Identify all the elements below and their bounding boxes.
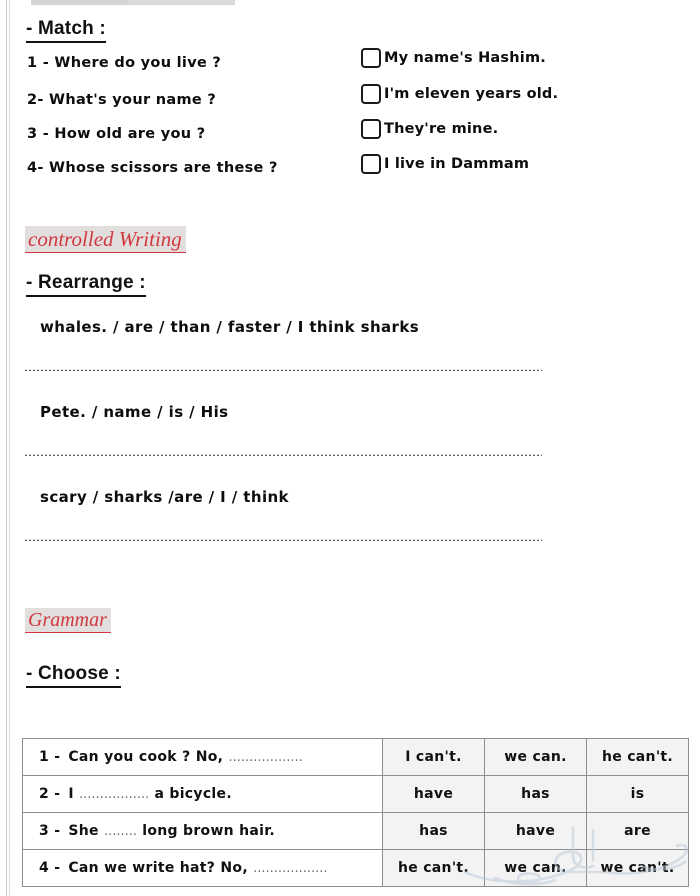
- match-option-row-2[interactable]: [361, 84, 558, 104]
- grammar-blank-4[interactable]: ..................: [253, 861, 328, 876]
- grammar-question-cell-3: [23, 813, 383, 850]
- rearrange-item-3: scary / sharks /are / I / think: [40, 488, 289, 506]
- grammar-choice-1-1[interactable]: I can't.: [383, 739, 485, 776]
- match-question-4: 4- Whose scissors are these ?: [27, 160, 278, 176]
- rearrange-answer-line-1[interactable]: [24, 368, 542, 371]
- table-row: [23, 850, 689, 887]
- rearrange-answer-line-3[interactable]: [24, 538, 542, 541]
- grammar-question-cell-4: [23, 850, 383, 887]
- match-checkbox-4[interactable]: [361, 154, 381, 174]
- grammar-choice-2-2[interactable]: has: [485, 776, 587, 813]
- grammar-blank-3[interactable]: ........: [103, 824, 138, 839]
- match-checkbox-1[interactable]: [361, 48, 381, 68]
- grammar-choice-4-2[interactable]: we can.: [485, 850, 587, 887]
- grammar-row-number-1: 1 -: [39, 749, 61, 765]
- choose-heading: [26, 663, 121, 688]
- grammar-choice-3-1[interactable]: has: [383, 813, 485, 850]
- rearrange-item-2: Pete. / name / is / His: [40, 403, 229, 421]
- match-question-3: 3 - How old are you ?: [27, 126, 206, 142]
- match-heading-text: - Match :: [26, 18, 106, 43]
- grammar-question-tail-3: long brown hair.: [142, 823, 276, 839]
- match-option-row-4[interactable]: [361, 154, 529, 174]
- grammar-question-text-4: Can we write hat? No,: [68, 860, 248, 876]
- table-row: [23, 776, 689, 813]
- match-section-heading: [26, 18, 106, 43]
- grammar-choice-2-1[interactable]: have: [383, 776, 485, 813]
- match-question-1: 1 - Where do you live ?: [27, 55, 222, 71]
- match-option-label-3: They're mine.: [384, 121, 499, 137]
- grammar-choice-2-3[interactable]: is: [587, 776, 689, 813]
- grammar-choice-4-1[interactable]: he can't.: [383, 850, 485, 887]
- match-option-label-4: I live in Dammam: [384, 156, 530, 172]
- grammar-choice-4-3[interactable]: we can't.: [587, 850, 689, 887]
- match-checkbox-2[interactable]: [361, 84, 381, 104]
- grammar-choice-3-2[interactable]: have: [485, 813, 587, 850]
- grammar-question-text-2: I: [68, 786, 74, 802]
- match-checkbox-3[interactable]: [361, 119, 381, 139]
- grammar-question-cell-2: [23, 776, 383, 813]
- grammar-row-number-2: 2 -: [39, 786, 61, 802]
- table-row: [23, 739, 689, 776]
- rearrange-answer-line-2[interactable]: [24, 453, 542, 456]
- controlled-writing-title: controlled Writing: [25, 226, 186, 253]
- grammar-blank-2[interactable]: .................: [79, 787, 150, 802]
- grammar-blank-1[interactable]: ..................: [228, 750, 303, 765]
- grammar-question-text-3: She: [68, 823, 99, 839]
- grammar-choice-1-2[interactable]: we can.: [485, 739, 587, 776]
- grammar-choice-1-3[interactable]: he can't.: [587, 739, 689, 776]
- grammar-question-text-1: Can you cook ? No,: [68, 749, 224, 765]
- grammar-row-number-3: 3 -: [39, 823, 61, 839]
- grammar-question-tail-2: a bicycle.: [154, 786, 232, 802]
- rearrange-item-1: whales. / are / than / faster / I think sharks: [40, 318, 420, 336]
- grammar-choice-table: [22, 738, 689, 887]
- grammar-question-cell-1: [23, 739, 383, 776]
- match-option-label-1: My name's Hashim.: [384, 50, 546, 66]
- grammar-row-number-4: 4 -: [39, 860, 61, 876]
- match-option-label-2: I'm eleven years old.: [384, 86, 559, 102]
- rearrange-heading-text: - Rearrange :: [26, 272, 146, 297]
- grammar-title: Grammar: [25, 608, 111, 633]
- choose-heading-text: - Choose :: [26, 663, 121, 688]
- rearrange-heading: [26, 272, 146, 297]
- grammar-choice-3-3[interactable]: are: [587, 813, 689, 850]
- table-row: [23, 813, 689, 850]
- match-option-row-1[interactable]: [361, 48, 546, 68]
- match-question-2: 2- What's your name ?: [27, 92, 217, 108]
- match-option-row-3[interactable]: [361, 119, 498, 139]
